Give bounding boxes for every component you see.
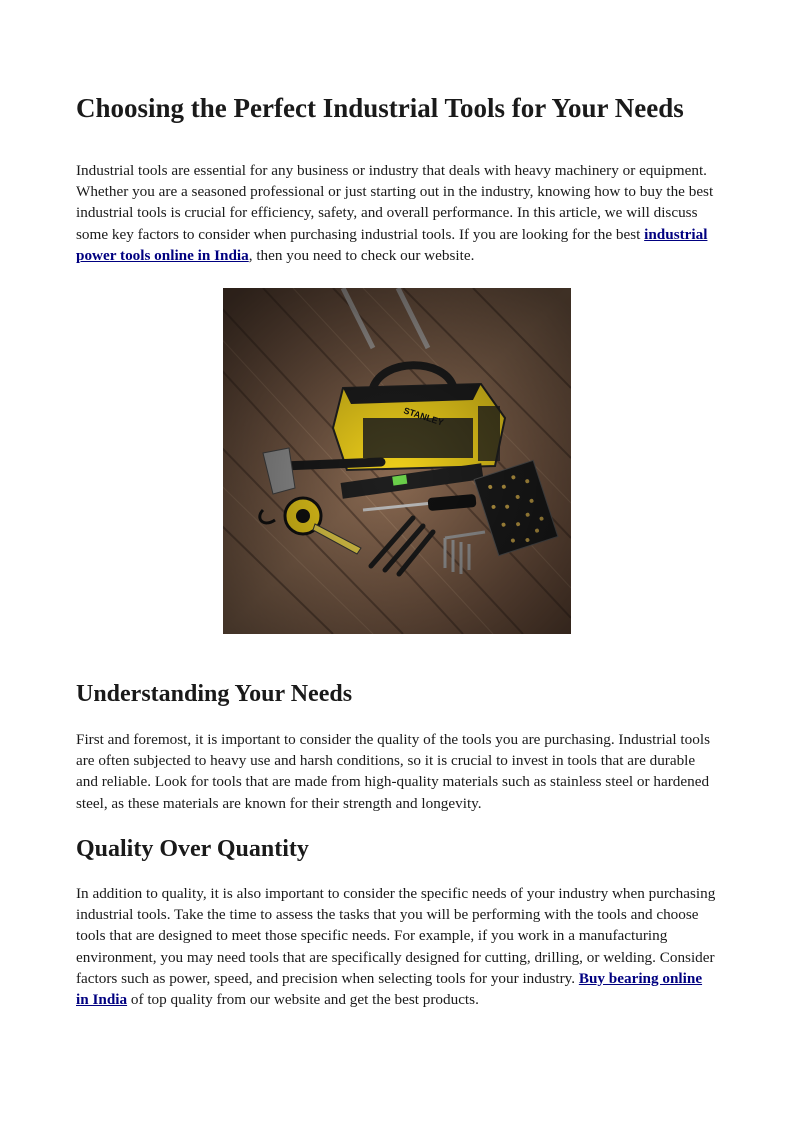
- page-title: Choosing the Perfect Industrial Tools for Your Needs: [76, 93, 684, 123]
- buy-bearing-link[interactable]: Buy bearing online in India: [76, 969, 703, 1009]
- section1-paragraph: First and foremost, it is important to consider the quality of the tools you are purchasing. Industrial tools are often subjected to heavy use and harsh conditions, so it is crucial to invest in tools that are durable and reliable. Look for tools that are made from high-quality materials such as stainless steel or hardened steel, as these materials are known for their strength and longevity.: [76, 731, 710, 812]
- tool-kit-image: [223, 288, 571, 634]
- section2-paragraph: [76, 883, 718, 1010]
- section-heading-quality-over-quantity: Quality Over Quantity: [76, 836, 309, 862]
- section-heading-understanding-needs: Understanding Your Needs: [76, 681, 353, 707]
- section2-text-before-link: In addition to quality, it is also important to consider the specific needs of your industry when purchasing industrial tools. Take the time to assess the tasks that you will be performing with the tools and choose tools that are designed to meet those specific needs. For example, if you work in a manufacturing environment, you may need tools that are specifically designed for cutting, drilling, or welding. Consider factors such as power, speed, and precision when selecting tools for your industry.: [76, 885, 716, 987]
- section2-text-after-link: of top quality from our website and get the best products.: [127, 991, 479, 1009]
- intro-text-before-link: Industrial tools are essential for any business or industry that deals with heavy machinery or equipment. Whether you are a seasoned professional or just starting out in the industry, knowing how to buy the best industrial tools is crucial for efficiency, safety, and overall performance. In this article, we will discuss some key factors to consider when purchasing industrial tools. If you are looking for the best: [76, 162, 714, 243]
- intro-paragraph: [76, 160, 718, 266]
- industrial-power-tools-link[interactable]: industrial power tools online in India: [76, 225, 708, 264]
- intro-text-after-link: , then you need to check our website.: [248, 246, 475, 264]
